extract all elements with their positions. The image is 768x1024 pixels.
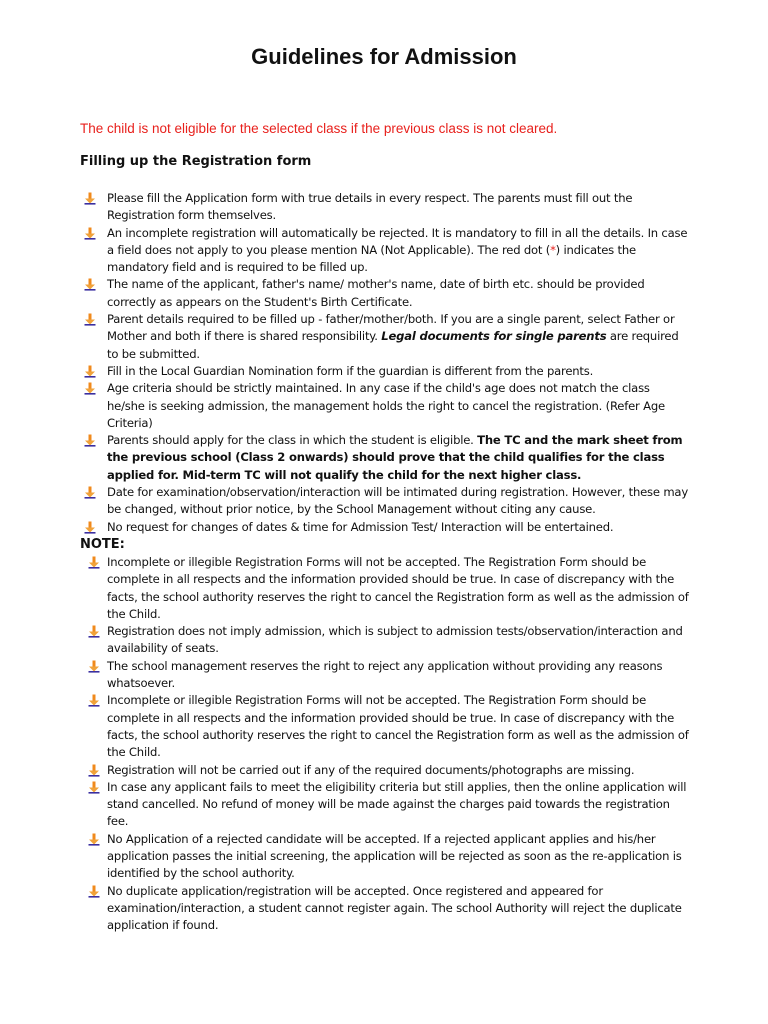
list-item: Parent details required to be filled up - father/mother/both. If you are a single parent, select Father or Mother and both if there is shared responsibility. Legal documents for single parents are required to be submitted.	[80, 311, 690, 363]
list-item: Registration does not imply admission, which is subject to admission tests/observation/interaction and availability of seats.	[80, 623, 690, 658]
down-arrow-bullet-icon	[84, 382, 97, 395]
notes-list	[80, 554, 690, 935]
down-arrow-bullet-icon	[88, 660, 101, 673]
list-item: An incomplete registration will automatically be rejected. It is mandatory to fill in all the details. In case a field does not apply to you please mention NA (Not Applicable). The red dot (*) indicates the mandatory field and is required to be filled up.	[80, 225, 690, 277]
down-arrow-bullet-icon	[88, 833, 101, 846]
down-arrow-bullet-icon	[88, 885, 101, 898]
down-arrow-bullet-icon	[84, 521, 97, 534]
list-item: The school management reserves the right to reject any application without providing any reasons whatsoever.	[80, 658, 690, 693]
down-arrow-bullet-icon	[84, 434, 97, 447]
list-item: In case any applicant fails to meet the eligibility criteria but still applies, then the online application will stand cancelled. No refund of money will be made against the charges paid towards the registration fee.	[80, 779, 690, 831]
list-item: Incomplete or illegible Registration Forms will not be accepted. The Registration Form should be complete in all respects and the information provided should be true. In case of discrepancy with the facts, the school authority reserves the right to cancel the Registration form as well as the admission of the Child.	[80, 554, 690, 623]
list-item: Age criteria should be strictly maintained. In any case if the child's age does not match the class he/she is seeking admission, the management holds the right to cancel the registration. (Refer Age Criteria)	[80, 380, 690, 432]
down-arrow-bullet-icon	[88, 781, 101, 794]
list-item: No duplicate application/registration will be accepted. Once registered and appeared for examination/interaction, a student cannot register again. The school Authority will reject the duplicate application if found.	[80, 883, 690, 935]
list-item: The name of the applicant, father's name/ mother's name, date of birth etc. should be provided correctly as appears on the Student's Birth Certificate.	[80, 276, 690, 311]
list-item: No Application of a rejected candidate will be accepted. If a rejected applicant applies and his/her application passes the initial screening, the application will be rejected as soon as the re-application is identified by the school authority.	[80, 831, 690, 883]
list-item: Please fill the Application form with true details in every respect. The parents must fill out the Registration form themselves.	[80, 190, 690, 225]
required-star: *	[550, 242, 556, 257]
down-arrow-bullet-icon	[84, 227, 97, 240]
down-arrow-bullet-icon	[88, 625, 101, 638]
down-arrow-bullet-icon	[84, 486, 97, 499]
note-heading: NOTE:	[80, 537, 125, 552]
guidelines-list	[80, 190, 690, 536]
down-arrow-bullet-icon	[84, 278, 97, 291]
down-arrow-bullet-icon	[88, 694, 101, 707]
section-heading: Filling up the Registration form	[80, 154, 312, 169]
list-item: Parents should apply for the class in which the student is eligible. The TC and the mark sheet from the previous school (Class 2 onwards) should prove that the child qualifies for the class applied for. Mid-term TC will not qualify the child for the next higher class.	[80, 432, 690, 484]
list-item: No request for changes of dates & time for Admission Test/ Interaction will be entertained.	[80, 519, 690, 536]
down-arrow-bullet-icon	[88, 556, 101, 569]
list-item: Date for examination/observation/interaction will be intimated during registration. However, these may be changed, without prior notice, by the School Management without citing any cause.	[80, 484, 690, 519]
list-item: Registration will not be carried out if any of the required documents/photographs are missing.	[80, 762, 690, 779]
down-arrow-bullet-icon	[84, 365, 97, 378]
down-arrow-bullet-icon	[88, 764, 101, 777]
list-item: Incomplete or illegible Registration Forms will not be accepted. The Registration Form should be complete in all respects and the information provided should be true. In case of discrepancy with the facts, the school authority reserves the right to cancel the Registration form as well as the admission of the Child.	[80, 692, 690, 761]
list-item: Fill in the Local Guardian Nomination form if the guardian is different from the parents.	[80, 363, 690, 380]
eligibility-warning: The child is not eligible for the selected class if the previous class is not cleared.	[80, 121, 558, 136]
down-arrow-bullet-icon	[84, 313, 97, 326]
down-arrow-bullet-icon	[84, 192, 97, 205]
page-title: Guidelines for Admission	[251, 44, 517, 69]
